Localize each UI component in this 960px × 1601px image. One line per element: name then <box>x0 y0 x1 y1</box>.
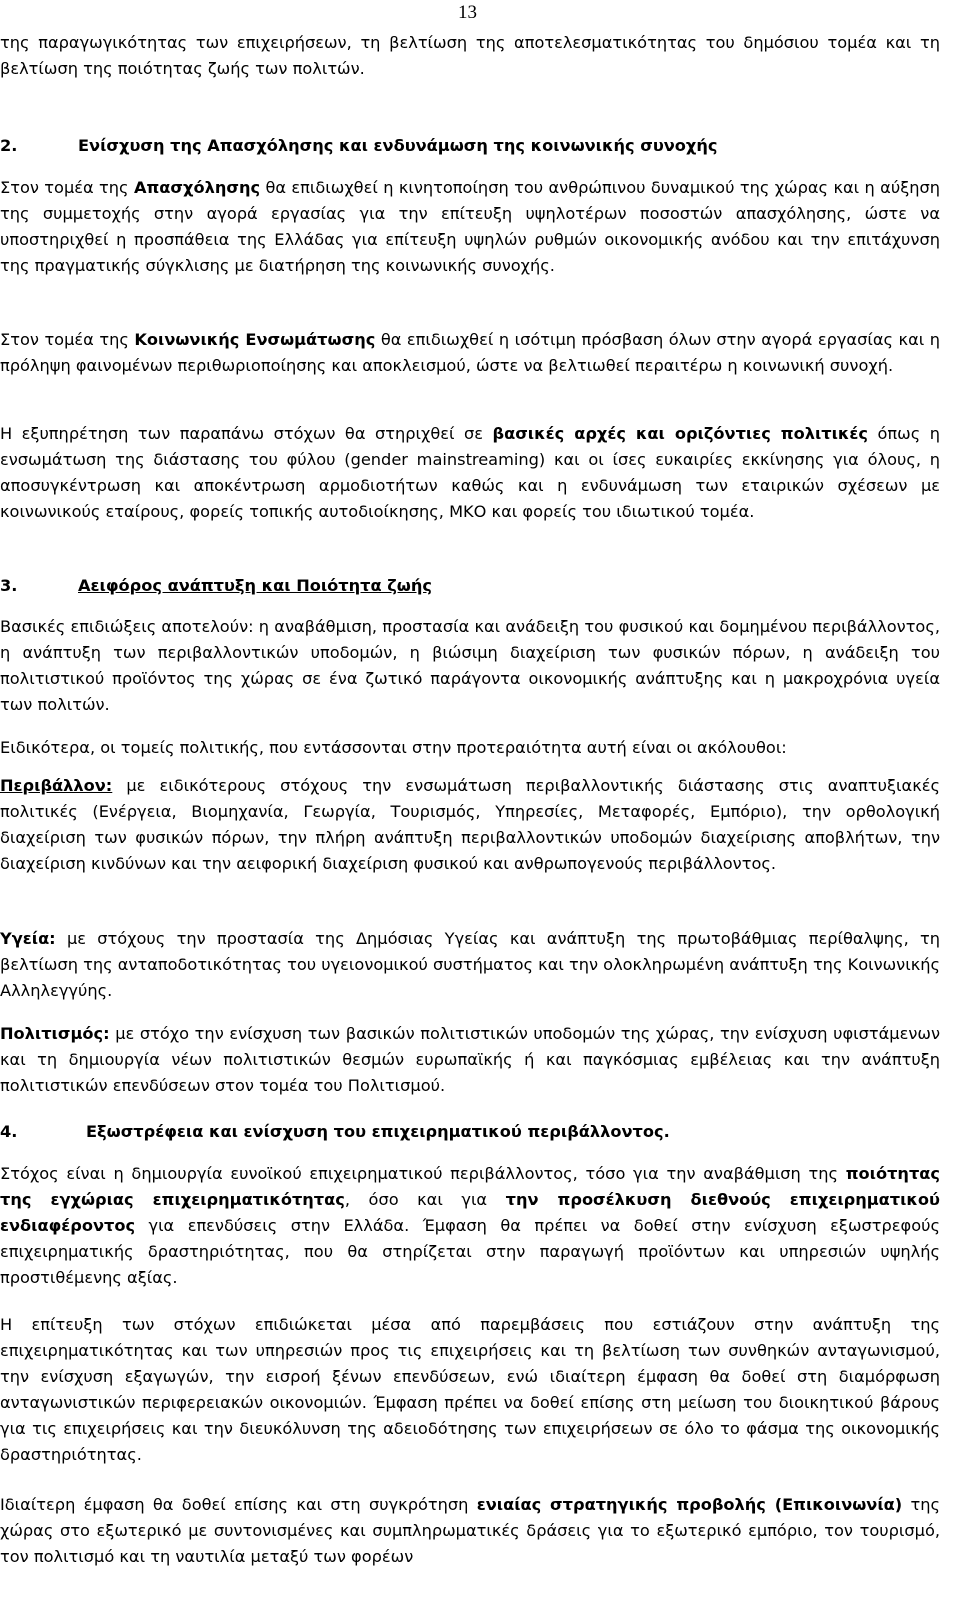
promotion-strategy-term: ενιαίας στρατηγικής προβολής (Επικοινωνία) <box>476 1495 903 1514</box>
section-3-number: 3. <box>0 576 18 595</box>
section-4-title: Εξωστρέφεια και ενίσχυση του επιχειρηματικού περιβάλλοντος. <box>86 1122 670 1141</box>
intro-paragraph: της παραγωγικότητας των επιχειρήσεων, τη βελτίωση της αποτελεσματικότητας του δημόσιου τομέα και τη βελτίωση της ποιότητας ζωής των πολιτών. <box>0 33 940 78</box>
health-label: Υγεία: <box>0 929 56 948</box>
health-paragraph <box>0 926 940 1004</box>
principles-paragraph <box>0 421 940 525</box>
social-inclusion-paragraph <box>0 327 940 379</box>
text-run: Ιδιαίτερη έμφαση θα δοθεί επίσης και στη συγκρότηση <box>0 1495 477 1514</box>
employment-term: Απασχόλησης <box>133 178 261 197</box>
section-3-heading <box>0 573 940 599</box>
text-run: Στον τομέα της <box>0 178 134 197</box>
text-run: όπως η ενσωμάτωση της διάστασης του φύλου (gender mainstreaming) και οι ίσες ευκαιρίες εκκίνησης για όλους, η αποσυγκέντρωση και αποκέντρωση αρμοδιοτήτων καθώς και η ενδυνάμωση των εταιρικών σχέσεων με κοινωνικούς εταίρους, φορείς τοπικής αυτοδιοίκησης, ΜΚΟ και φορείς του ιδιωτικού τομέα. <box>0 424 940 521</box>
text-run: για επενδύσεις στην Ελλάδα. Έμφαση θα πρέπει να δοθεί στην ενίσχυση εξωστρεφούς επιχειρηματικής δραστηριότητας, που θα στηρίζεται στην παραγωγή προϊόντων και υπηρεσιών υψηλής προστιθέμενης αξίας. <box>0 1216 940 1287</box>
section-2-heading <box>0 133 940 159</box>
culture-paragraph <box>0 1021 940 1099</box>
page-number: 13 <box>458 2 477 23</box>
text-run: θα επιδιωχθεί η κινητοποίηση του ανθρώπινου δυναμικού της χώρας και η αύξηση της συμμετοχής στην αγορά εργασίας για την επίτευξη υψηλοτέρων ποσοστών απασχόλησης, ώστε να υποστηριχθεί η προσπάθεια της Ελλάδας για επίτευξη υψηλών ρυθμών οικονομικής ανόδου και την επιτάχυνση της πραγματικής σύγκλισης με διατήρηση της κοινωνικής συνοχής. <box>0 178 941 275</box>
environment-paragraph <box>0 773 940 877</box>
section-4-number: 4. <box>0 1122 18 1141</box>
investment-term: την προσέλκυση διεθνούς επιχειρηματικού ενδιαφέροντος <box>0 1190 940 1235</box>
business-environment-paragraph <box>0 1161 940 1291</box>
policy-sectors-paragraph: Ειδικότερα, οι τομείς πολιτικής, που εντάσσονται στην προτεραιότητα αυτή είναι οι ακόλουθοι: <box>0 738 787 757</box>
text-run: με ειδικότερους στόχους την ενσωμάτωση περιβαλλοντικής διάστασης στις αναπτυξιακές πολιτικές (Ενέργεια, Βιομηχανία, Γεωργία, Τουρισμός, Υπηρεσίες, Μεταφορές, Εμπόριο), την ορθολογική διαχείριση των φυσικών πόρων, την πλήρη ανάπτυξη περιβαλλοντικών υποδομών διαχείρισης αποβλήτων, την διαχείριση κινδύνων και την αειφορική διαχείριση φυσικού και ανθρωπογενούς περιβάλλοντος. <box>0 776 940 873</box>
text-run: με στόχους την προστασία της Δημόσιας Υγείας και ανάπτυξη της πρωτοβάθμιας περίθαλψης, τη βελτίωση της ανταποδοτικότητας του υγειονομικού συστήματος και την ολοκληρωμένη ανάπτυξη της Κοινωνικής Αλληλεγγύης. <box>0 929 941 1000</box>
section-3-title: Αειφόρος ανάπτυξη και Ποιότητα ζωής <box>78 576 432 595</box>
entrepreneurship-term: ποιότητας της εγχώριας επιχειρηματικότητας <box>0 1164 940 1209</box>
text-run: με στόχο την ενίσχυση των βασικών πολιτιστικών υποδομών της χώρας, την ενίσχυση υφιστάμενων και τη δημιουργία νέων πολιτιστικών θεσμών ευρωπαϊκής ή και παγκόσμιας εμβέλειας και την ανάπτυξη πολιτιστικών επενδύσεων στον τομέα του Πολιτισμού. <box>0 1024 940 1095</box>
principles-term: βασικές αρχές και οριζόντιες πολιτικές <box>492 424 869 443</box>
text-run: , όσο και για <box>344 1190 506 1209</box>
culture-label: Πολιτισμός: <box>0 1024 110 1043</box>
section-2-title: Ενίσχυση της Απασχόλησης και ενδυνάμωση της κοινωνικής συνοχής <box>78 136 718 155</box>
sustainability-paragraph: Βασικές επιδιώξεις αποτελούν: η αναβάθμιση, προστασία και ανάδειξη του φυσικού και δομημένου περιβάλλοντος, η ανάπτυξη των περιβαλλοντικών υποδομών, η βιώσιμη διαχείριση των φυσικών πόρων, η ανάδειξη του πολιτιστικού προϊόντος της χώρας σε ένα ζωτικό παράγοντα οικονομικής ανάπτυξης και η μακροχρόνια υγεία των πολιτών. <box>0 617 940 714</box>
text-run: θα επιδιωχθεί η ισότιμη πρόσβαση όλων στην αγορά εργασίας και η πρόληψη φαινομένων περιθωριοποίησης και αποκλεισμού, ώστε να βελτιωθεί περαιτέρω η κοινωνική συνοχή. <box>0 330 940 375</box>
environment-label: Περιβάλλον: <box>0 776 113 795</box>
employment-paragraph <box>0 175 940 279</box>
text-run: Η εξυπηρέτηση των παραπάνω στόχων θα στηριχθεί σε <box>0 424 493 443</box>
text-run: Στον τομέα της <box>0 330 135 349</box>
text-run: της χώρας στο εξωτερικό με συντονισμένες και συμπληρωματικές δράσεις για το εξωτερικό εμπόριο, τον τουρισμό, τον πολιτισμό και τη ναυτιλία μεταξύ των φορέων <box>0 1495 941 1566</box>
promotion-strategy-paragraph <box>0 1492 940 1570</box>
social-inclusion-term: Κοινωνικής Ενσωμάτωσης <box>134 330 376 349</box>
section-4-heading <box>0 1119 940 1145</box>
interventions-paragraph: Η επίτευξη των στόχων επιδιώκεται μέσα από παρεμβάσεις που εστιάζουν στην ανάπτυξη της επιχειρηματικότητας και των υπηρεσιών προς τις επιχειρήσεις και τη βελτίωση των συνθηκών ανταγωνισμού, την ενίσχυση εξαγωγών, την εισροή ξένων επενδύσεων, ενώ ιδιαίτερη έμφαση θα δοθεί στη διαμόρφωση ανταγωνιστικών περιφερειακών οικονομιών. Έμφαση πρέπει να δοθεί επίσης στη μείωση του διοικητικού βάρους για τις επιχειρήσεις και την διευκόλυνση της αδειοδότησης των επιχειρήσεων σε όλο το φάσμα της οικονομικής δραστηριότητας. <box>0 1315 940 1464</box>
text-run: Στόχος είναι η δημιουργία ευνοϊκού επιχειρηματικού περιβάλλοντος, τόσο για την αναβάθμιση της <box>0 1164 846 1183</box>
section-2-number: 2. <box>0 136 18 155</box>
